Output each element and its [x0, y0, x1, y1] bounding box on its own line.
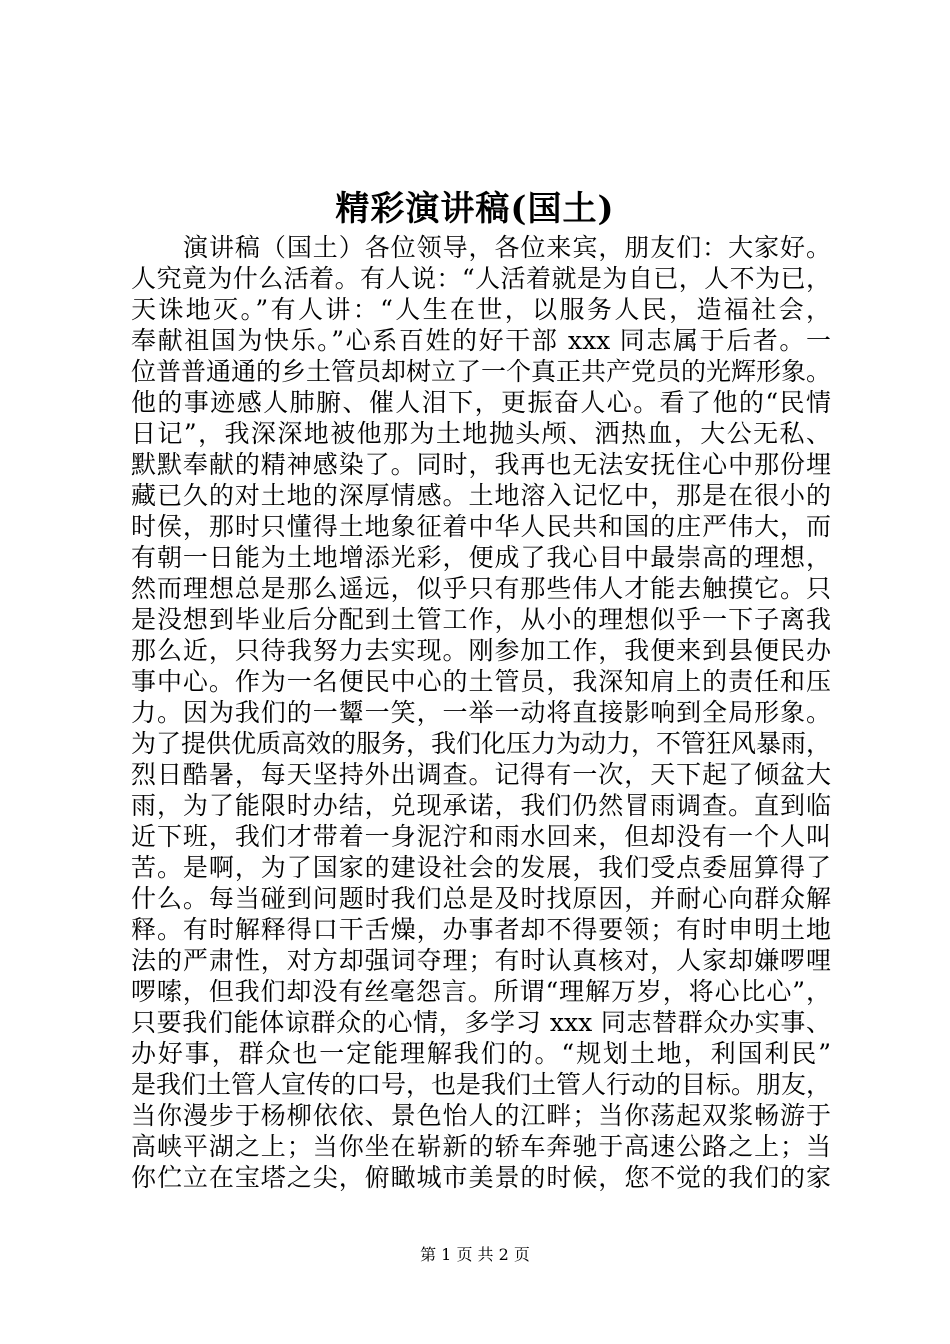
body-line: 事中心。作为一名便民中心的土管员，我深知肩上的责任和压	[131, 667, 831, 696]
body-line: 默默奉献的精神感染了。同时，我再也无法安抚住心中那份埋	[131, 450, 831, 479]
body-line: 然而理想总是那么遥远，似乎只有那些伟人才能去触摸它。只	[131, 574, 831, 603]
body-line: 时侯，那时只懂得土地象征着中华人民共和国的庄严伟大，而	[131, 512, 831, 541]
body-line: 他的事迹感人肺腑、催人泪下，更振奋人心。看了他的“民情	[131, 388, 831, 417]
body-line: 奉献祖国为快乐。”心系百姓的好干部 xxx 同志属于后者。一	[131, 326, 831, 355]
body-line: 是我们土管人宣传的口号，也是我们土管人行动的目标。朋友，	[131, 1070, 832, 1099]
body-line: 是没想到毕业后分配到土管工作，从小的理想似乎一下子离我	[131, 605, 831, 634]
body-line: 啰嗦，但我们却没有丝毫怨言。所谓“理解万岁，将心比心”，	[131, 977, 831, 1006]
body-line: 苦。是啊，为了国家的建设社会的发展，我们受点委屈算得了	[131, 853, 831, 882]
body-line: 高峡平湖之上；当你坐在崭新的轿车奔驰于高速公路之上；当	[131, 1132, 831, 1161]
body-line: 力。因为我们的一颦一笑，一举一动将直接影响到全局形象。	[131, 698, 831, 727]
body-line: 藏已久的对土地的深厚情感。土地溶入记忆中，那是在很小的	[131, 481, 831, 510]
body-line: 什么。每当碰到问题时我们总是及时找原因，并耐心向群众解	[131, 884, 831, 913]
body-line: 只要我们能体谅群众的心情，多学习 xxx 同志替群众办实事、	[131, 1008, 831, 1037]
body-line: 有朝一日能为土地增添光彩，便成了我心目中最崇高的理想，	[131, 543, 831, 572]
body-line: 位普普通通的乡土管员却树立了一个真正共产党员的光辉形象。	[131, 357, 832, 386]
body-line: 那么近，只待我努力去实现。刚参加工作，我便来到县便民办	[131, 636, 831, 665]
body-line: 当你漫步于杨柳依依、景色怡人的江畔；当你荡起双浆畅游于	[131, 1101, 831, 1130]
document-title: 精彩演讲稿(国土)	[335, 189, 615, 229]
page-footer: 第 1 页 共 2 页	[420, 1245, 530, 1264]
body-line: 烈日酷暑，每天坚持外出调查。记得有一次，天下起了倾盆大	[131, 760, 831, 789]
body-line: 人究竟为什么活着。有人说：“人活着就是为自已，人不为已，	[131, 264, 831, 293]
body-line: 近下班，我们才带着一身泥泞和雨水回来，但却没有一个人叫	[131, 822, 831, 851]
body-line: 雨，为了能限时办结，兑现承诺，我们仍然冒雨调查。直到临	[131, 791, 831, 820]
body-line: 天诛地灭。”有人讲：“人生在世，以服务人民，造福社会，	[131, 295, 831, 324]
body-line: 释。有时解释得口干舌燥，办事者却不得要领；有时申明土地	[131, 915, 831, 944]
body-line: 演讲稿（国土）各位领导，各位来宾，朋友们：大家好。	[183, 233, 831, 262]
body-line: 日记”，我深深地被他那为土地抛头颅、洒热血，大公无私、	[131, 419, 831, 448]
body-line: 办好事，群众也一定能理解我们的。“规划土地，利国利民”	[131, 1039, 831, 1068]
body-line: 为了提供优质高效的服务，我们化压力为动力，不管狂风暴雨，	[131, 729, 832, 758]
body-line: 法的严肃性，对方却强词夺理；有时认真核对，人家却嫌啰哩	[131, 946, 831, 975]
body-line: 你伫立在宝塔之尖，俯瞰城市美景的时候，您不觉的我们的家	[131, 1163, 831, 1192]
document-body	[131, 232, 831, 1193]
